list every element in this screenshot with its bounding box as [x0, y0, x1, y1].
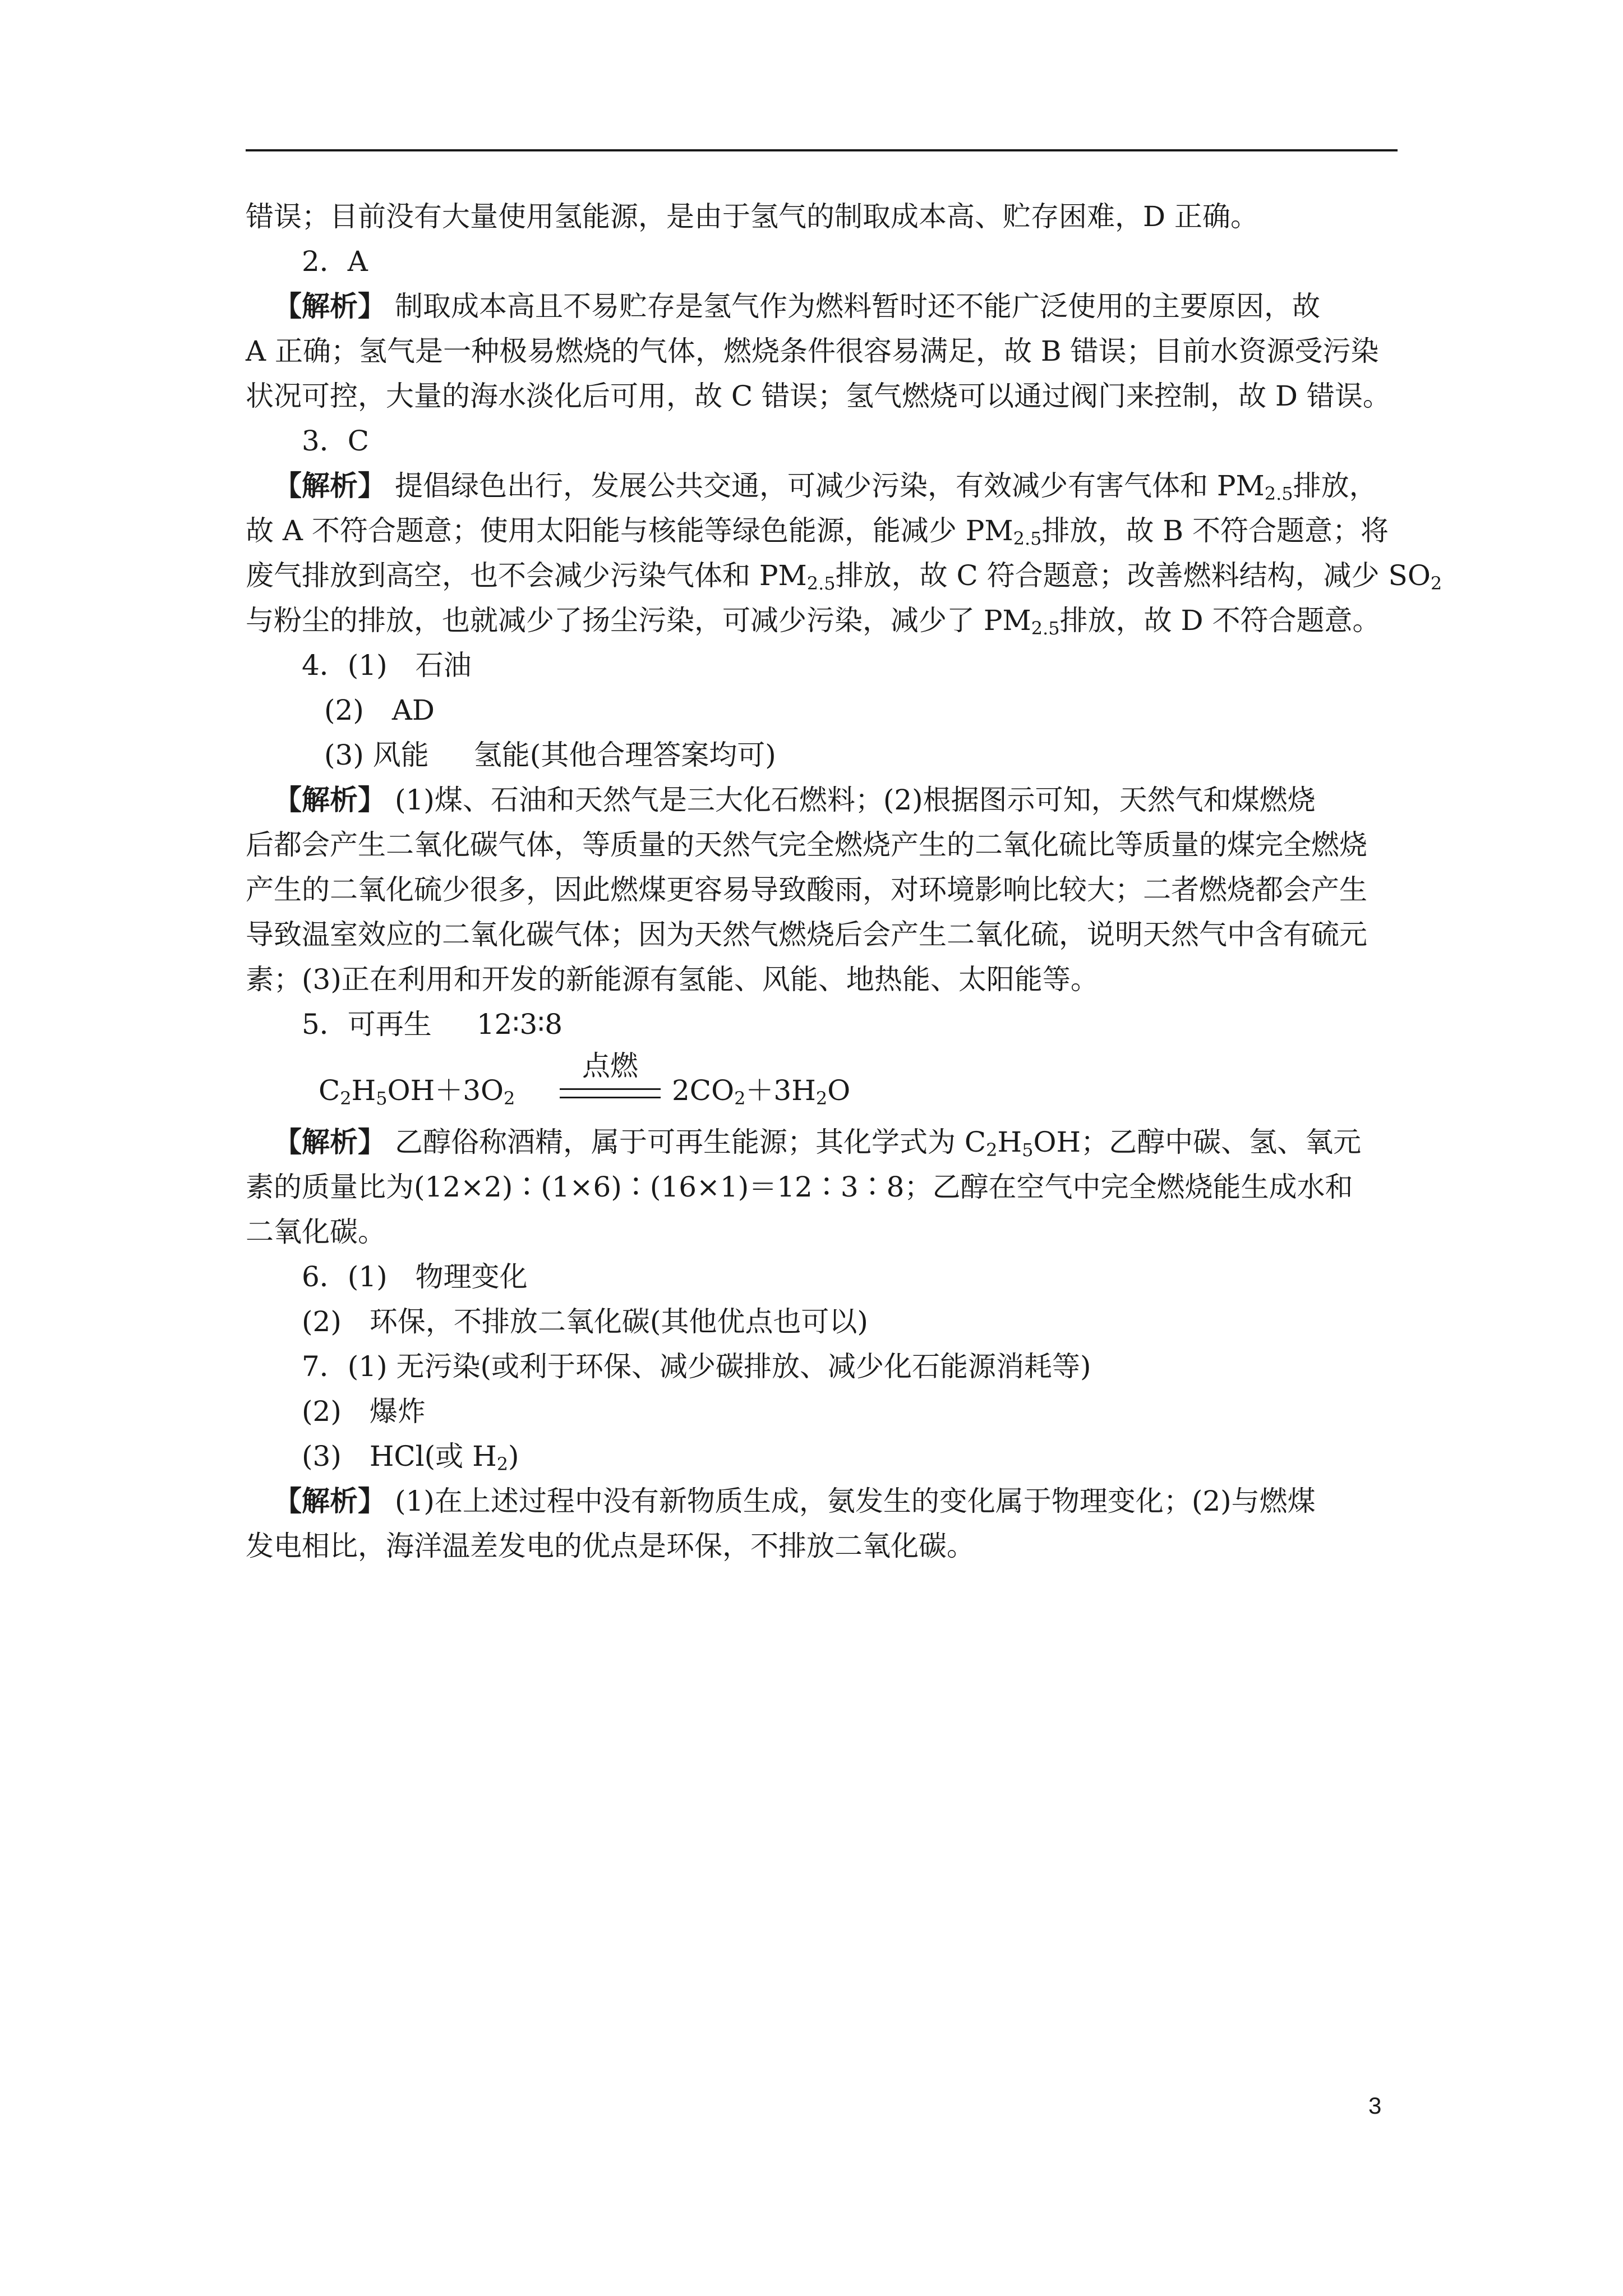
- page-number: 3: [1368, 2092, 1382, 2119]
- explanation-line: [246, 463, 1398, 508]
- text: 制取成本高且不易贮存是氢气作为燃料暂时还不能广泛使用的主要原因，故: [395, 290, 1320, 323]
- subscript: 2: [986, 1139, 998, 1161]
- text: 氢能(其他合理答案均可): [473, 739, 776, 771]
- text: 废气排放到高空，也不会减少污染气体和 PM: [246, 559, 807, 592]
- explanation-line: [246, 777, 1398, 822]
- answer-number-4: [246, 643, 1398, 688]
- text: 导致温室效应的二氧化碳气体；因为天然气燃烧后会产生二氧化硫，说明天然气中含有硫元: [246, 918, 1367, 951]
- text-line: [246, 733, 1398, 777]
- explanation-tag: 【解析】: [274, 289, 386, 323]
- text-line: [246, 374, 1398, 418]
- subscript: 5: [1022, 1139, 1034, 1161]
- text: 产生的二氧化硫少很多，因此燃煤更容易导致酸雨，对环境影响比较大；二者燃烧都会产生: [246, 873, 1367, 906]
- text: (3) HCl(或 H: [302, 1440, 497, 1473]
- answer-number-3: [246, 418, 1398, 463]
- subscript: 2: [496, 1453, 509, 1475]
- text: OH；乙醇中碳、氢、氧元: [1033, 1126, 1362, 1158]
- text-line: [246, 1209, 1398, 1254]
- text: 7．(1) 无污染(或利于环保、减少碳排放、减少化石能源消耗等): [302, 1350, 1091, 1383]
- text-line: [246, 1524, 1398, 1568]
- answer-number-6: [246, 1254, 1398, 1299]
- text-line: [246, 508, 1398, 553]
- answer-number-7: [246, 1344, 1398, 1389]
- chemical-equation: [246, 1047, 1398, 1120]
- text: 素的质量比为(12×2)∶(1×6)∶(16×1)＝12∶3∶8；乙醇在空气中完全燃烧能生成水和: [246, 1171, 1353, 1203]
- text: 提倡绿色出行，发展公共交通，可减少污染，有效减少有害气体和 PM: [395, 470, 1265, 502]
- text-line: [246, 1165, 1398, 1209]
- text: 5．可再生: [302, 1008, 432, 1041]
- equation-reactants: $C_2H_5OH+3O_2$: [319, 1074, 515, 1109]
- text: 故 A 不符合题意；使用太阳能与核能等绿色能源，能减少 PM: [246, 514, 1013, 547]
- text: 3．C: [302, 425, 370, 457]
- text: 排放，故 B 不符合题意；将: [1041, 514, 1389, 547]
- text: A 正确；氢气是一种极易燃烧的气体，燃烧条件很容易满足，故 B 错误；目前水资源受污染: [246, 335, 1379, 367]
- answer-number-2: [246, 239, 1398, 284]
- text: 6．(1) 物理变化: [302, 1260, 528, 1293]
- text: 排放，: [1293, 470, 1377, 502]
- explanation-tag: 【解析】: [274, 783, 386, 816]
- text: 二氧化碳。: [246, 1216, 386, 1248]
- text-line: [246, 194, 1398, 239]
- subscript: 2: [1430, 573, 1442, 594]
- text-line: [246, 867, 1398, 912]
- equation-products: $2CO_2+3H_2O$: [672, 1074, 851, 1109]
- text: (2) AD: [324, 694, 435, 726]
- explanation-tag: 【解析】: [274, 469, 386, 502]
- text: 4．(1) 石油: [302, 649, 472, 682]
- subscript: 2.5: [1264, 483, 1293, 504]
- text-line: [246, 822, 1398, 867]
- text: 12∶3∶8: [476, 1008, 563, 1041]
- text: (3) 风能: [324, 739, 429, 771]
- reaction-condition: 点燃: [582, 1050, 638, 1082]
- subscript: 2.5: [1013, 528, 1042, 549]
- subscript: 2.5: [1031, 618, 1060, 639]
- text: (2) 爆炸: [302, 1395, 426, 1428]
- text-line: [246, 598, 1398, 643]
- text: 乙醇俗称酒精，属于可再生能源；其化学式为 C: [395, 1126, 986, 1158]
- text: (1)在上述过程中没有新物质生成，氨发生的变化属于物理变化；(2)与燃煤: [395, 1485, 1316, 1517]
- text-line: [246, 1434, 1398, 1479]
- text: (1)煤、石油和天然气是三大化石燃料；(2)根据图示可知，天然气和煤燃烧: [395, 784, 1316, 816]
- text-line: [246, 1389, 1398, 1434]
- explanation-line: [246, 1120, 1398, 1165]
- text: 2．A: [302, 245, 368, 278]
- equals-sign: [560, 1088, 661, 1098]
- text: 后都会产生二氧化碳气体，等质量的天然气完全燃烧产生的二氧化硫比等质量的煤完全燃烧: [246, 829, 1367, 861]
- explanation-line: [246, 284, 1398, 329]
- text-line: [246, 329, 1398, 374]
- header-rule: [246, 149, 1398, 151]
- text-line: [246, 957, 1398, 1002]
- subscript: 2.5: [806, 573, 836, 594]
- text: 状况可控，大量的海水淡化后可用，故 C 错误；氢气燃烧可以通过阀门来控制，故 D 错误。: [246, 380, 1391, 412]
- answer-number-5: [246, 1002, 1398, 1047]
- explanation-tag: 【解析】: [274, 1125, 386, 1158]
- answer-content: [246, 194, 1442, 1568]
- text-line: [246, 688, 1398, 733]
- text: 错误；目前没有大量使用氢能源，是由于氢气的制取成本高、贮存困难，D 正确。: [246, 200, 1258, 233]
- text-line: [246, 553, 1442, 598]
- text-line: [246, 1299, 1398, 1344]
- text: ): [508, 1440, 519, 1473]
- text: 发电相比，海洋温差发电的优点是环保，不排放二氧化碳。: [246, 1530, 975, 1562]
- text: 排放，故 D 不符合题意。: [1059, 604, 1381, 637]
- text: H: [997, 1126, 1022, 1158]
- text: 排放，故 C 符合题意；改善燃料结构，减少 SO: [835, 559, 1431, 592]
- text: 素；(3)正在利用和开发的新能源有氢能、风能、地热能、太阳能等。: [246, 963, 1099, 996]
- text-line: [246, 912, 1398, 957]
- explanation-line: [246, 1479, 1398, 1524]
- explanation-tag: 【解析】: [274, 1484, 386, 1517]
- text: 与粉尘的排放，也就减少了扬尘污染，可减少污染，减少了 PM: [246, 604, 1031, 637]
- text: (2) 环保，不排放二氧化碳(其他优点也可以): [302, 1305, 868, 1338]
